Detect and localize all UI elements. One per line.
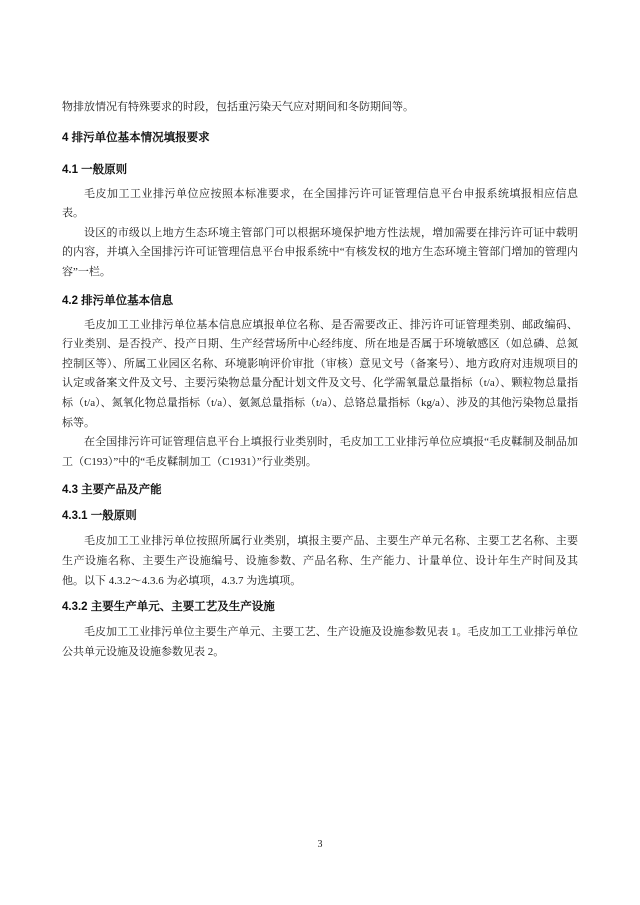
paragraph-4-3-1-a: 毛皮加工工业排污单位按照所属行业类别，填报主要产品、主要生产单元名称、主要工艺名称、主要生产设施名称、主要生产设施编号、设施参数、产品名称、生产能力、计量单位、设计年生产时间及其他。以下 4.3.2～4.3.6 为必填项，4.3.7 为选填项。 bbox=[62, 535, 578, 587]
paragraph-4-3-2-a: 毛皮加工工业排污单位主要生产单元、主要工艺、生产设施及设施参数见表 1。毛皮加工工业排污单位公共单元设施及设施参数见表 2。 bbox=[62, 626, 578, 658]
paragraph-4-2-a: 毛皮加工工业排污单位基本信息应填报单位名称、是否需要改正、排污许可证管理类别、邮政编码、行业类别、是否投产、投产日期、生产经营场所中心经纬度、所在地是否属于环境敏感区（如总磷、总氮控制区等）、所属工业园区名称、环境影响评价审批（审核）意见文号（备案号）、地方政府对违规项目的认定或备案文件及文号、主要污染物总量分配计划文件及文号、化学需氧量总量指标（t/a）、颗粒物总量指标（t/a）、氮氧化物总量指标（t/a）、氨氮总量指标（t/a）、总铬总量指标（kg/a）、涉及的其他污染物总量指标等。 bbox=[62, 318, 578, 429]
section-heading-4-3: 4.3 主要产品及产能 bbox=[62, 484, 162, 497]
section-heading-4-2: 4.2 排污单位基本信息 bbox=[62, 294, 174, 307]
paragraph-4-1-b: 设区的市级以上地方生态环境主管部门可以根据环境保护地方性法规，增加需要在排污许可证中载明的内容，并填入全国排污许可证管理信息平台申报系统中“有核发权的地方生态环境主管部门增加的管理内容”一栏。 bbox=[62, 226, 578, 278]
section-heading-4: 4 排污单位基本情况填报要求 bbox=[62, 131, 210, 144]
paragraph-continuation: 物排放情况有特殊要求的时段，包括重污染天气应对期间和冬防期间等。 bbox=[62, 101, 414, 113]
section-heading-4-3-1: 4.3.1 一般原则 bbox=[62, 510, 137, 523]
section-heading-4-3-2: 4.3.2 主要生产单元、主要工艺及生产设施 bbox=[62, 601, 275, 614]
page-number: 3 bbox=[317, 839, 323, 850]
section-heading-4-1: 4.1 一般原则 bbox=[62, 163, 128, 176]
paragraph-4-1-a: 毛皮加工工业排污单位应按照本标准要求，在全国排污许可证管理信息平台申报系统填报相应信息表。 bbox=[62, 187, 578, 220]
paragraph-4-2-b: 在全国排污许可证管理信息平台上填报行业类别时，毛皮加工工业排污单位应填报“毛皮鞣制及制品加工（C193）”中的“毛皮鞣制加工（C1931）”行业类别。 bbox=[62, 436, 578, 468]
